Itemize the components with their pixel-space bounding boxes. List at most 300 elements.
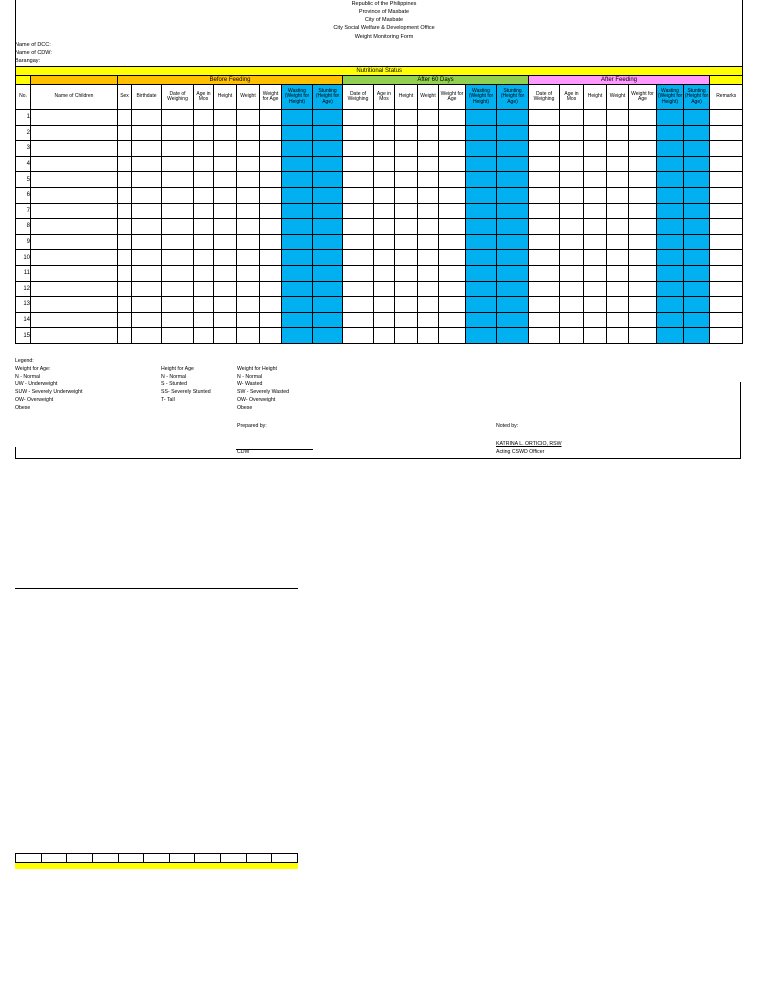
data-cell[interactable]	[343, 312, 374, 328]
data-cell[interactable]	[560, 203, 584, 219]
data-cell[interactable]	[282, 203, 313, 219]
data-cell[interactable]	[395, 219, 418, 235]
data-cell[interactable]	[439, 281, 466, 297]
data-cell[interactable]	[260, 250, 282, 266]
data-cell[interactable]	[374, 281, 395, 297]
data-cell[interactable]	[584, 234, 607, 250]
data-cell[interactable]	[560, 312, 584, 328]
data-cell[interactable]	[710, 141, 743, 157]
data-cell[interactable]	[529, 250, 560, 266]
data-cell[interactable]	[118, 141, 132, 157]
data-cell[interactable]	[418, 156, 439, 172]
child-name-cell[interactable]	[31, 312, 118, 328]
data-cell[interactable]	[684, 156, 710, 172]
data-cell[interactable]	[629, 234, 657, 250]
data-cell[interactable]	[439, 250, 466, 266]
data-cell[interactable]	[118, 203, 132, 219]
data-cell[interactable]	[118, 187, 132, 203]
data-cell[interactable]	[439, 265, 466, 281]
data-cell[interactable]	[132, 219, 162, 235]
data-cell[interactable]	[529, 234, 560, 250]
data-cell[interactable]	[629, 125, 657, 141]
child-name-cell[interactable]	[31, 172, 118, 188]
data-cell[interactable]	[313, 250, 343, 266]
data-cell[interactable]	[607, 110, 629, 126]
data-cell[interactable]	[282, 125, 313, 141]
data-cell[interactable]	[439, 234, 466, 250]
data-cell[interactable]	[607, 141, 629, 157]
data-cell[interactable]	[260, 265, 282, 281]
data-cell[interactable]	[260, 141, 282, 157]
data-cell[interactable]	[194, 328, 214, 344]
data-cell[interactable]	[194, 265, 214, 281]
data-cell[interactable]	[629, 250, 657, 266]
data-cell[interactable]	[132, 141, 162, 157]
data-cell[interactable]	[657, 156, 684, 172]
data-cell[interactable]	[343, 156, 374, 172]
data-cell[interactable]	[343, 281, 374, 297]
data-cell[interactable]	[260, 187, 282, 203]
data-cell[interactable]	[132, 234, 162, 250]
data-cell[interactable]	[313, 219, 343, 235]
data-cell[interactable]	[395, 265, 418, 281]
data-cell[interactable]	[132, 312, 162, 328]
data-cell[interactable]	[118, 265, 132, 281]
data-cell[interactable]	[584, 312, 607, 328]
data-cell[interactable]	[395, 328, 418, 344]
data-cell[interactable]	[374, 219, 395, 235]
data-cell[interactable]	[439, 172, 466, 188]
data-cell[interactable]	[214, 203, 237, 219]
data-cell[interactable]	[466, 328, 497, 344]
data-cell[interactable]	[374, 187, 395, 203]
data-cell[interactable]	[439, 312, 466, 328]
data-cell[interactable]	[214, 172, 237, 188]
child-name-cell[interactable]	[31, 328, 118, 344]
data-cell[interactable]	[560, 265, 584, 281]
data-cell[interactable]	[497, 265, 529, 281]
data-cell[interactable]	[237, 156, 260, 172]
data-cell[interactable]	[237, 110, 260, 126]
data-cell[interactable]	[395, 141, 418, 157]
data-cell[interactable]	[710, 156, 743, 172]
data-cell[interactable]	[282, 234, 313, 250]
data-cell[interactable]	[629, 110, 657, 126]
data-cell[interactable]	[237, 219, 260, 235]
data-cell[interactable]	[466, 265, 497, 281]
data-cell[interactable]	[343, 187, 374, 203]
child-name-cell[interactable]	[31, 187, 118, 203]
data-cell[interactable]	[497, 203, 529, 219]
data-cell[interactable]	[313, 203, 343, 219]
data-cell[interactable]	[439, 328, 466, 344]
data-cell[interactable]	[629, 156, 657, 172]
data-cell[interactable]	[529, 125, 560, 141]
data-cell[interactable]	[497, 125, 529, 141]
data-cell[interactable]	[237, 125, 260, 141]
data-cell[interactable]	[343, 328, 374, 344]
data-cell[interactable]	[282, 250, 313, 266]
data-cell[interactable]	[162, 125, 194, 141]
data-cell[interactable]	[237, 265, 260, 281]
data-cell[interactable]	[657, 141, 684, 157]
data-cell[interactable]	[282, 312, 313, 328]
data-cell[interactable]	[560, 328, 584, 344]
data-cell[interactable]	[118, 312, 132, 328]
data-cell[interactable]	[560, 141, 584, 157]
data-cell[interactable]	[343, 125, 374, 141]
data-cell[interactable]	[529, 110, 560, 126]
data-cell[interactable]	[560, 156, 584, 172]
data-cell[interactable]	[313, 312, 343, 328]
data-cell[interactable]	[584, 203, 607, 219]
data-cell[interactable]	[657, 187, 684, 203]
data-cell[interactable]	[607, 156, 629, 172]
data-cell[interactable]	[684, 172, 710, 188]
data-cell[interactable]	[162, 187, 194, 203]
data-cell[interactable]	[560, 234, 584, 250]
data-cell[interactable]	[343, 234, 374, 250]
data-cell[interactable]	[710, 219, 743, 235]
data-cell[interactable]	[560, 110, 584, 126]
child-name-cell[interactable]	[31, 234, 118, 250]
data-cell[interactable]	[657, 234, 684, 250]
data-cell[interactable]	[118, 281, 132, 297]
data-cell[interactable]	[214, 265, 237, 281]
data-cell[interactable]	[560, 125, 584, 141]
data-cell[interactable]	[374, 156, 395, 172]
data-cell[interactable]	[132, 125, 162, 141]
data-cell[interactable]	[118, 172, 132, 188]
data-cell[interactable]	[237, 281, 260, 297]
data-cell[interactable]	[374, 125, 395, 141]
data-cell[interactable]	[132, 297, 162, 313]
data-cell[interactable]	[607, 203, 629, 219]
data-cell[interactable]	[418, 172, 439, 188]
data-cell[interactable]	[162, 312, 194, 328]
data-cell[interactable]	[684, 234, 710, 250]
data-cell[interactable]	[313, 125, 343, 141]
data-cell[interactable]	[529, 156, 560, 172]
data-cell[interactable]	[529, 172, 560, 188]
data-cell[interactable]	[118, 234, 132, 250]
data-cell[interactable]	[194, 234, 214, 250]
data-cell[interactable]	[313, 265, 343, 281]
data-cell[interactable]	[194, 125, 214, 141]
data-cell[interactable]	[282, 141, 313, 157]
data-cell[interactable]	[439, 297, 466, 313]
data-cell[interactable]	[684, 265, 710, 281]
data-cell[interactable]	[439, 141, 466, 157]
data-cell[interactable]	[237, 250, 260, 266]
data-cell[interactable]	[343, 219, 374, 235]
data-cell[interactable]	[194, 141, 214, 157]
data-cell[interactable]	[214, 297, 237, 313]
data-cell[interactable]	[260, 156, 282, 172]
data-cell[interactable]	[260, 297, 282, 313]
data-cell[interactable]	[132, 156, 162, 172]
data-cell[interactable]	[584, 281, 607, 297]
data-cell[interactable]	[260, 234, 282, 250]
data-cell[interactable]	[260, 219, 282, 235]
data-cell[interactable]	[395, 203, 418, 219]
data-cell[interactable]	[684, 203, 710, 219]
data-cell[interactable]	[629, 265, 657, 281]
child-name-cell[interactable]	[31, 265, 118, 281]
data-cell[interactable]	[132, 265, 162, 281]
data-cell[interactable]	[282, 265, 313, 281]
data-cell[interactable]	[710, 110, 743, 126]
data-cell[interactable]	[439, 187, 466, 203]
data-cell[interactable]	[282, 281, 313, 297]
data-cell[interactable]	[237, 312, 260, 328]
data-cell[interactable]	[560, 219, 584, 235]
data-cell[interactable]	[343, 141, 374, 157]
data-cell[interactable]	[214, 312, 237, 328]
data-cell[interactable]	[418, 203, 439, 219]
data-cell[interactable]	[282, 219, 313, 235]
data-cell[interactable]	[194, 250, 214, 266]
data-cell[interactable]	[607, 234, 629, 250]
data-cell[interactable]	[529, 187, 560, 203]
data-cell[interactable]	[395, 250, 418, 266]
data-cell[interactable]	[343, 203, 374, 219]
data-cell[interactable]	[118, 297, 132, 313]
data-cell[interactable]	[418, 281, 439, 297]
data-cell[interactable]	[395, 281, 418, 297]
data-cell[interactable]	[497, 110, 529, 126]
data-cell[interactable]	[194, 187, 214, 203]
data-cell[interactable]	[710, 281, 743, 297]
data-cell[interactable]	[132, 172, 162, 188]
data-cell[interactable]	[418, 141, 439, 157]
data-cell[interactable]	[497, 219, 529, 235]
data-cell[interactable]	[374, 234, 395, 250]
data-cell[interactable]	[313, 110, 343, 126]
data-cell[interactable]	[194, 110, 214, 126]
data-cell[interactable]	[710, 297, 743, 313]
data-cell[interactable]	[418, 187, 439, 203]
data-cell[interactable]	[118, 125, 132, 141]
data-cell[interactable]	[237, 187, 260, 203]
data-cell[interactable]	[497, 328, 529, 344]
data-cell[interactable]	[607, 219, 629, 235]
data-cell[interactable]	[374, 328, 395, 344]
data-cell[interactable]	[282, 297, 313, 313]
data-cell[interactable]	[629, 312, 657, 328]
data-cell[interactable]	[607, 297, 629, 313]
data-cell[interactable]	[162, 156, 194, 172]
data-cell[interactable]	[237, 234, 260, 250]
data-cell[interactable]	[194, 172, 214, 188]
data-cell[interactable]	[466, 187, 497, 203]
data-cell[interactable]	[466, 219, 497, 235]
data-cell[interactable]	[118, 328, 132, 344]
data-cell[interactable]	[710, 234, 743, 250]
data-cell[interactable]	[657, 203, 684, 219]
data-cell[interactable]	[684, 125, 710, 141]
data-cell[interactable]	[313, 156, 343, 172]
data-cell[interactable]	[529, 328, 560, 344]
data-cell[interactable]	[684, 250, 710, 266]
data-cell[interactable]	[657, 250, 684, 266]
data-cell[interactable]	[214, 219, 237, 235]
data-cell[interactable]	[313, 297, 343, 313]
data-cell[interactable]	[282, 110, 313, 126]
data-cell[interactable]	[629, 172, 657, 188]
data-cell[interactable]	[529, 281, 560, 297]
data-cell[interactable]	[657, 328, 684, 344]
data-cell[interactable]	[607, 281, 629, 297]
data-cell[interactable]	[132, 328, 162, 344]
data-cell[interactable]	[710, 187, 743, 203]
data-cell[interactable]	[584, 219, 607, 235]
data-cell[interactable]	[237, 172, 260, 188]
data-cell[interactable]	[162, 281, 194, 297]
data-cell[interactable]	[343, 265, 374, 281]
data-cell[interactable]	[684, 312, 710, 328]
data-cell[interactable]	[162, 297, 194, 313]
data-cell[interactable]	[132, 281, 162, 297]
data-cell[interactable]	[607, 125, 629, 141]
data-cell[interactable]	[132, 187, 162, 203]
data-cell[interactable]	[395, 110, 418, 126]
data-cell[interactable]	[395, 156, 418, 172]
data-cell[interactable]	[684, 110, 710, 126]
data-cell[interactable]	[260, 281, 282, 297]
data-cell[interactable]	[497, 156, 529, 172]
data-cell[interactable]	[282, 187, 313, 203]
data-cell[interactable]	[343, 172, 374, 188]
data-cell[interactable]	[214, 187, 237, 203]
data-cell[interactable]	[466, 125, 497, 141]
data-cell[interactable]	[584, 141, 607, 157]
data-cell[interactable]	[214, 125, 237, 141]
data-cell[interactable]	[710, 265, 743, 281]
data-cell[interactable]	[439, 156, 466, 172]
data-cell[interactable]	[194, 156, 214, 172]
data-cell[interactable]	[684, 328, 710, 344]
data-cell[interactable]	[497, 234, 529, 250]
data-cell[interactable]	[657, 281, 684, 297]
child-name-cell[interactable]	[31, 281, 118, 297]
data-cell[interactable]	[466, 250, 497, 266]
child-name-cell[interactable]	[31, 203, 118, 219]
data-cell[interactable]	[214, 328, 237, 344]
data-cell[interactable]	[374, 203, 395, 219]
data-cell[interactable]	[629, 187, 657, 203]
data-cell[interactable]	[710, 172, 743, 188]
data-cell[interactable]	[466, 297, 497, 313]
data-cell[interactable]	[132, 250, 162, 266]
data-cell[interactable]	[237, 203, 260, 219]
data-cell[interactable]	[497, 187, 529, 203]
data-cell[interactable]	[560, 281, 584, 297]
data-cell[interactable]	[710, 203, 743, 219]
data-cell[interactable]	[466, 281, 497, 297]
data-cell[interactable]	[657, 110, 684, 126]
data-cell[interactable]	[374, 172, 395, 188]
data-cell[interactable]	[214, 141, 237, 157]
data-cell[interactable]	[194, 203, 214, 219]
data-cell[interactable]	[162, 219, 194, 235]
data-cell[interactable]	[118, 156, 132, 172]
child-name-cell[interactable]	[31, 297, 118, 313]
data-cell[interactable]	[584, 297, 607, 313]
data-cell[interactable]	[395, 172, 418, 188]
child-name-cell[interactable]	[31, 141, 118, 157]
data-cell[interactable]	[529, 219, 560, 235]
data-cell[interactable]	[497, 297, 529, 313]
data-cell[interactable]	[214, 110, 237, 126]
data-cell[interactable]	[418, 312, 439, 328]
data-cell[interactable]	[162, 141, 194, 157]
data-cell[interactable]	[282, 172, 313, 188]
data-cell[interactable]	[560, 297, 584, 313]
data-cell[interactable]	[497, 312, 529, 328]
data-cell[interactable]	[418, 234, 439, 250]
data-cell[interactable]	[607, 187, 629, 203]
data-cell[interactable]	[162, 110, 194, 126]
data-cell[interactable]	[466, 156, 497, 172]
data-cell[interactable]	[162, 265, 194, 281]
data-cell[interactable]	[657, 265, 684, 281]
data-cell[interactable]	[584, 156, 607, 172]
data-cell[interactable]	[710, 250, 743, 266]
data-cell[interactable]	[607, 328, 629, 344]
data-cell[interactable]	[374, 265, 395, 281]
data-cell[interactable]	[343, 297, 374, 313]
data-cell[interactable]	[374, 110, 395, 126]
data-cell[interactable]	[466, 312, 497, 328]
data-cell[interactable]	[237, 297, 260, 313]
data-cell[interactable]	[584, 110, 607, 126]
data-cell[interactable]	[657, 312, 684, 328]
data-cell[interactable]	[282, 156, 313, 172]
data-cell[interactable]	[466, 172, 497, 188]
data-cell[interactable]	[418, 110, 439, 126]
data-cell[interactable]	[560, 187, 584, 203]
data-cell[interactable]	[657, 219, 684, 235]
data-cell[interactable]	[684, 281, 710, 297]
data-cell[interactable]	[657, 125, 684, 141]
data-cell[interactable]	[214, 156, 237, 172]
data-cell[interactable]	[607, 312, 629, 328]
data-cell[interactable]	[395, 187, 418, 203]
data-cell[interactable]	[194, 312, 214, 328]
data-cell[interactable]	[162, 203, 194, 219]
data-cell[interactable]	[584, 172, 607, 188]
data-cell[interactable]	[629, 281, 657, 297]
child-name-cell[interactable]	[31, 125, 118, 141]
child-name-cell[interactable]	[31, 110, 118, 126]
data-cell[interactable]	[529, 312, 560, 328]
data-cell[interactable]	[684, 141, 710, 157]
data-cell[interactable]	[313, 172, 343, 188]
data-cell[interactable]	[374, 297, 395, 313]
data-cell[interactable]	[162, 172, 194, 188]
data-cell[interactable]	[237, 141, 260, 157]
data-cell[interactable]	[395, 297, 418, 313]
data-cell[interactable]	[710, 312, 743, 328]
data-cell[interactable]	[439, 219, 466, 235]
data-cell[interactable]	[418, 265, 439, 281]
child-name-cell[interactable]	[31, 156, 118, 172]
data-cell[interactable]	[118, 219, 132, 235]
data-cell[interactable]	[466, 234, 497, 250]
data-cell[interactable]	[629, 141, 657, 157]
data-cell[interactable]	[260, 110, 282, 126]
